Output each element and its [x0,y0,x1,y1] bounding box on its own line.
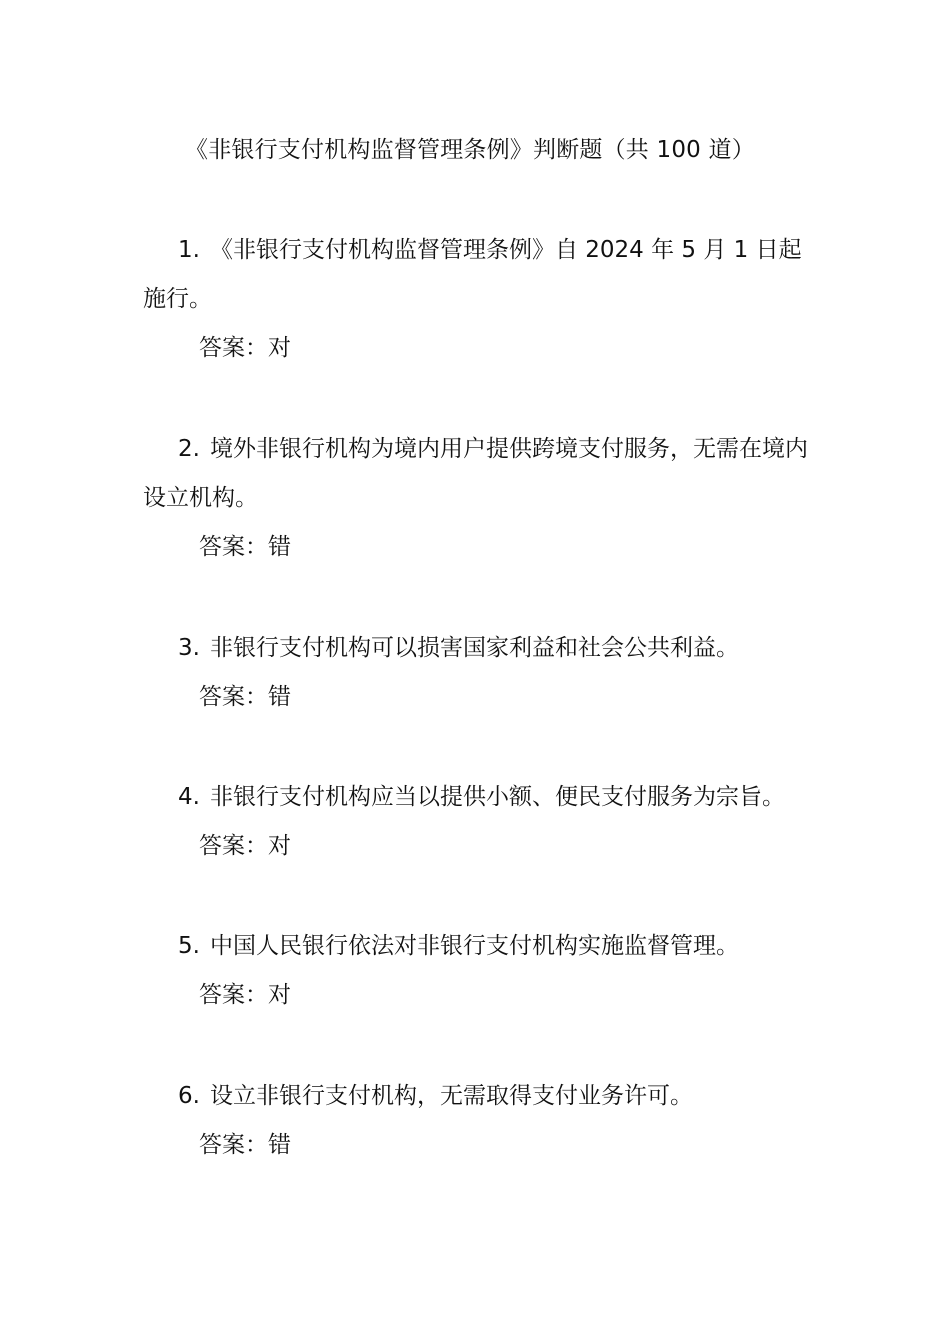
answer-label: 答案： [199,335,268,361]
question-item [143,773,809,871]
answer-value: 错 [268,534,291,560]
answer-value: 对 [268,335,291,361]
question-text [143,773,809,822]
question-text [143,1072,809,1121]
question-text [143,425,809,523]
question-item [143,226,809,373]
question-text [143,624,809,673]
question-answer [143,1121,809,1170]
question-item [143,1072,809,1170]
question-number: 3. [178,635,200,661]
question-answer [143,673,809,722]
question-statement: 中国人民银行依法对非银行支付机构实施监督管理。 [209,933,739,959]
question-item [143,624,809,722]
question-statement: 设立非银行支付机构，无需取得支付业务许可。 [209,1083,693,1109]
question-answer [143,822,809,871]
question-number: 5. [178,933,200,959]
answer-label: 答案： [199,982,268,1008]
question-answer [143,324,809,373]
answer-value: 对 [268,982,291,1008]
question-number: 4. [178,784,200,810]
answer-value: 错 [268,684,291,710]
question-statement: 境外非银行机构为境内用户提供跨境支付服务，无需在境内设立机构。 [143,436,808,511]
question-answer [143,971,809,1020]
question-text [143,922,809,971]
answer-label: 答案： [199,534,268,560]
answer-label: 答案： [199,1132,268,1158]
question-text [143,226,809,324]
question-statement: 非银行支付机构可以损害国家利益和社会公共利益。 [209,635,739,661]
answer-value: 对 [268,833,291,859]
question-item [143,425,809,572]
question-number: 1. [178,237,200,263]
document-title: 《非银行支付机构监督管理条例》判断题（共 100 道） [185,137,755,163]
question-answer [143,523,809,572]
question-number: 2. [178,436,200,462]
question-statement: 非银行支付机构应当以提供小额、便民支付服务为宗旨。 [209,784,785,810]
question-number: 6. [178,1083,200,1109]
answer-label: 答案： [199,684,268,710]
answer-value: 错 [268,1132,291,1158]
question-item [143,922,809,1020]
answer-label: 答案： [199,833,268,859]
question-statement: 《非银行支付机构监督管理条例》自 2024 年 5 月 1 日起施行。 [143,237,802,312]
